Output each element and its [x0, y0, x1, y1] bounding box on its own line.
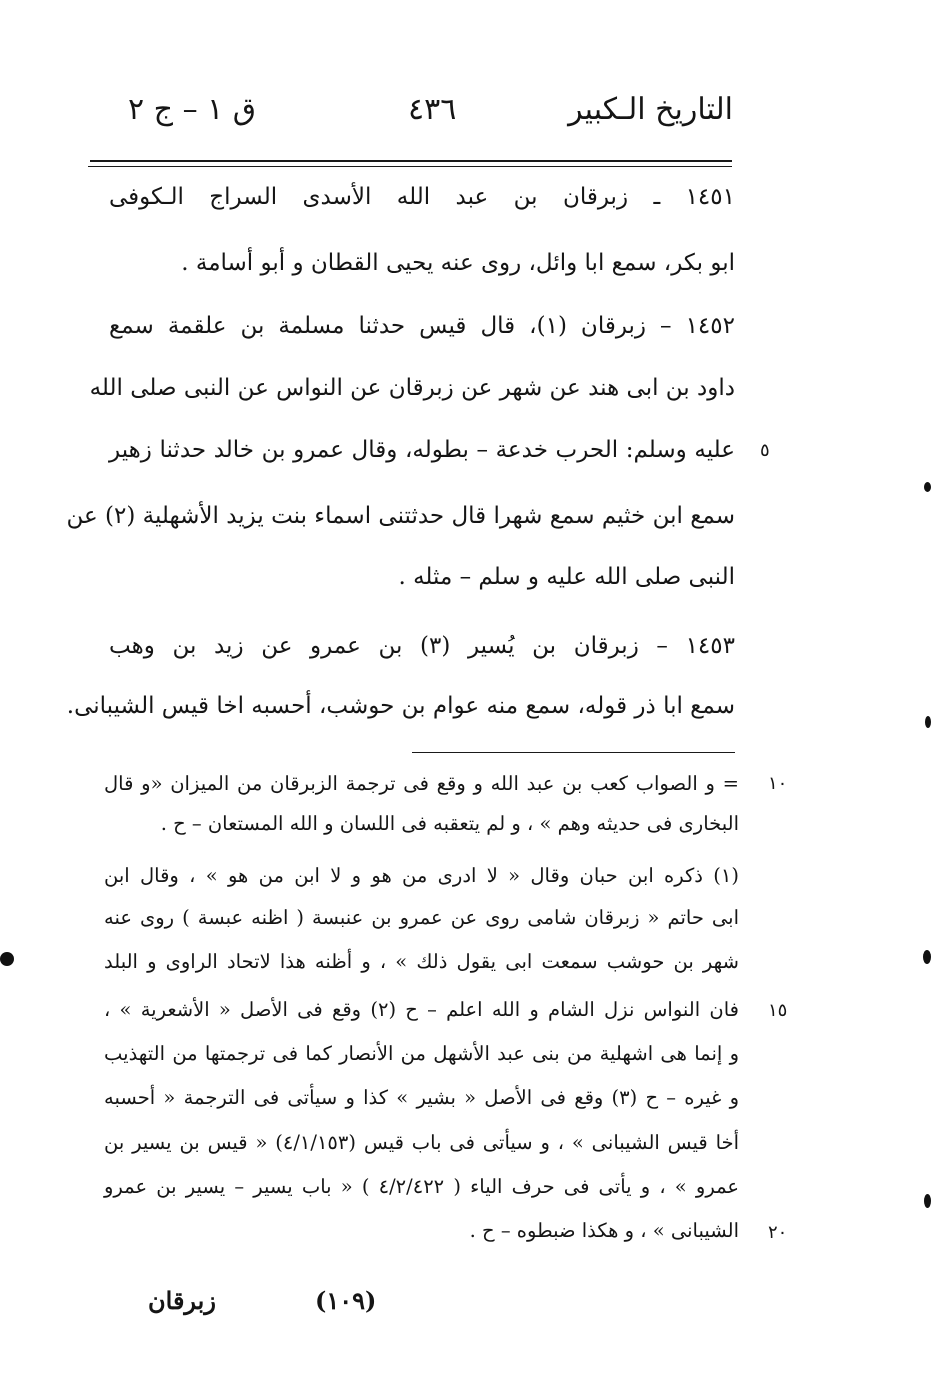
scan-mark [0, 952, 14, 966]
footnote-line: (١) ذكره ابن حبان وقال « لا ادرى من هو و لا ابن من هو » ، وقال ابن [104, 864, 739, 887]
entry-line: ابو بكر، سمع ابا وائل، روى عنه يحيى القطان و أبو أسامة . [181, 250, 735, 276]
footnote-line: أخا قيس الشيبانى » ، و سيأتى فى باب قيس (٤/١/١٥٣) « قيس بن يسير بن [104, 1131, 739, 1154]
line-number: ١٠ [768, 773, 788, 794]
footnote-line: عمرو » ، و يأتى فى حرف الياء ( ٤/٢/٤٢٢ ) « باب يسير – يسير بن عمرو [104, 1175, 739, 1198]
running-title: التاريخ الـكبير [568, 92, 733, 127]
volume-part: ق ١ – ج ٢ [128, 92, 257, 127]
footnote-line: و إنما هى اشهلية من بنى عبد الأشهل من الأنصار كما فى ترجمتها من التهذيب [104, 1042, 739, 1065]
scan-mark [923, 950, 931, 964]
entry-line: سمع ابا ذر قوله، سمع منه عوام بن حوشب، أحسبه اخا قيس الشيبانى. [66, 693, 735, 719]
footnote-line: و غيره – ح (٣) وقع فى الأصل « بشير » كذا و سيأتى فى الترجمة « أحسبه [104, 1086, 739, 1109]
footnote-line: شهر بن حوشب سمعت ابى يقول ذلك » ، و أظنه هذا لاتحاد الراوى و البلد [104, 950, 739, 973]
entry-line: ١٤٥٣ – زبرقان بن يُسير (٣) بن عمرو عن زيد بن وهب [109, 633, 735, 659]
footer-sheet-number: (١٠٩) [315, 1286, 377, 1315]
entry-line: عليه وسلم: الحرب خدعة – بطوله، وقال عمرو بن خالد حدثنا زهير [109, 437, 735, 463]
entry-line: النبى صلى الله عليه و سلم – مثله . [398, 564, 735, 590]
scan-mark [924, 482, 931, 492]
entry-line: ١٤٥٢ – زبرقان (١)، قال قيس حدثنا مسلمة بن علقمة سمع [109, 313, 735, 339]
entry-line: ١٤٥١ ـ زبرقان بن عبد الله الأسدى السراج الـكوفى [109, 184, 735, 210]
footnote-line: = و الصواب كعب بن عبد الله و وقع فى ترجمة الزبرقان من الميزان «و قال [104, 772, 739, 795]
line-number: ٢٠ [768, 1222, 788, 1243]
footnote-rule [412, 752, 735, 753]
line-number: ٥ [760, 440, 770, 461]
footer-section-name: زبرقان [148, 1286, 216, 1315]
scan-mark [925, 716, 931, 728]
footnote-line: ابى حاتم « زبرقان شامى روى عن عمرو بن عنبسة ( اظنه عبسة ) روى عنه [104, 906, 739, 929]
scan-mark [924, 1194, 931, 1208]
entry-line: سمع ابن خثيم سمع شهرا قال حدثتنى اسماء بنت يزيد الأشهلية (٢) عن [66, 503, 735, 529]
page-number: ٤٣٦ [408, 92, 457, 127]
entry-line: داود بن ابى هند عن شهر عن زبرقان عن النواس عن النبى صلى الله [89, 375, 735, 401]
footnote-line: الشيبانى » ، و هكذا ضبطوه – ح . [469, 1219, 739, 1242]
line-number: ١٥ [768, 1000, 788, 1021]
header-rule-thin [88, 166, 732, 167]
header-rule [90, 160, 732, 162]
footnote-line: فان النواس نزل الشام و الله اعلم – ح (٢) وقع فى الأصل « الأشعرية » ، [104, 998, 739, 1021]
footnote-line: البخارى فى حديثه وهم » ، و لم يتعقبه فى اللسان و الله المستعان – ح . [160, 812, 739, 835]
